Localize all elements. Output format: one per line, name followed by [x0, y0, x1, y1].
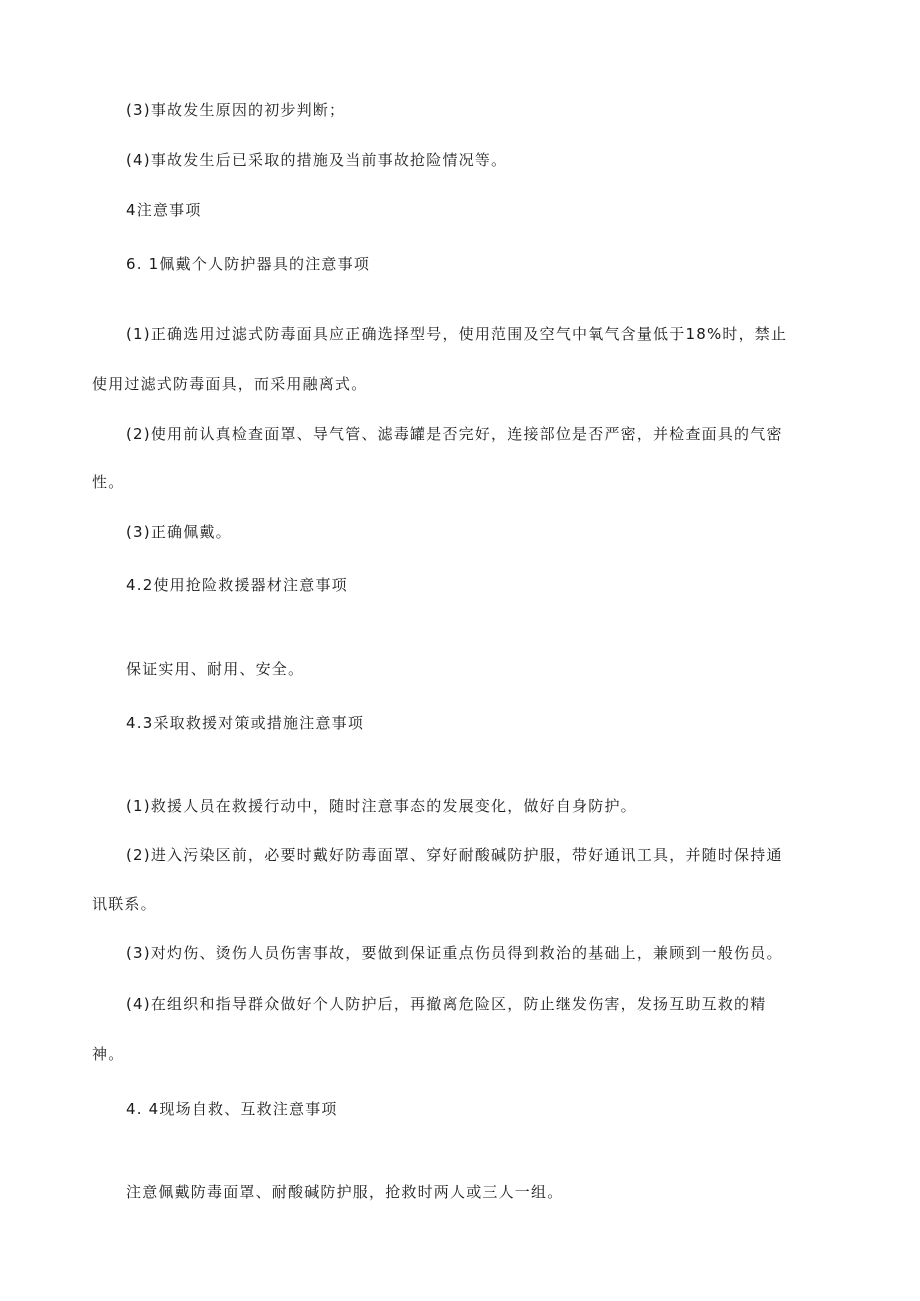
paragraph-4-1-item-2: (2)使用前认真检查面罩、导气管、滤毒罐是否完好，连接部位是否严密，并检查面具的气密 [126, 425, 783, 443]
subsection-heading-4-2: 4.2使用抢险救援器材注意事项 [126, 576, 348, 594]
paragraph-4-3-item-2: (2)进入污染区前，必要时戴好防毒面罩、穿好耐酸碱防护服，带好通讯工具，并随时保持通 [126, 846, 783, 864]
paragraph-4-3-item-4: (4)在组织和指导群众做好个人防护后，再撤离危险区，防止继发伤害，发扬互助互救的精 [126, 995, 767, 1013]
paragraph-4-3-item-1: (1)救援人员在救援行动中，随时注意事态的发展变化，做好自身防护。 [126, 797, 637, 815]
paragraph-4-4: 注意佩戴防毒面罩、耐酸碱防护服，抢救时两人或三人一组。 [126, 1183, 564, 1201]
list-item-4-measures: (4)事故发生后已采取的措施及当前事故抢险情况等。 [126, 151, 508, 169]
paragraph-4-3-item-3: (3)对灼伤、烫伤人员伤害事故，要做到保证重点伤员得到救治的基础上，兼顾到一般伤员。 [126, 944, 783, 962]
subsection-heading-4-4: 4. 4现场自救、互救注意事项 [126, 1100, 338, 1118]
paragraph-4-2: 保证实用、耐用、安全。 [126, 660, 305, 678]
paragraph-4-1-item-1-continued: 使用过滤式防毒面具，而采用融离式。 [92, 375, 368, 393]
paragraph-4-1-item-2-continued: 性。 [92, 473, 125, 491]
paragraph-4-3-item-4-continued: 神。 [92, 1045, 125, 1063]
section-heading-4: 4注意事项 [126, 201, 202, 219]
list-item-3-cause: (3)事故发生原因的初步判断； [126, 101, 346, 119]
paragraph-4-1-item-1: (1)正确选用过滤式防毒面具应正确选择型号，使用范围及空气中氧气含量低于18%时，禁止 [126, 325, 788, 343]
paragraph-4-1-item-3: (3)正确佩戴。 [126, 523, 232, 541]
subsection-heading-4-1: 6. 1佩戴个人防护器具的注意事项 [126, 255, 371, 273]
paragraph-4-3-item-2-continued: 讯联系。 [92, 895, 157, 913]
subsection-heading-4-3: 4.3采取救援对策或措施注意事项 [126, 714, 365, 732]
